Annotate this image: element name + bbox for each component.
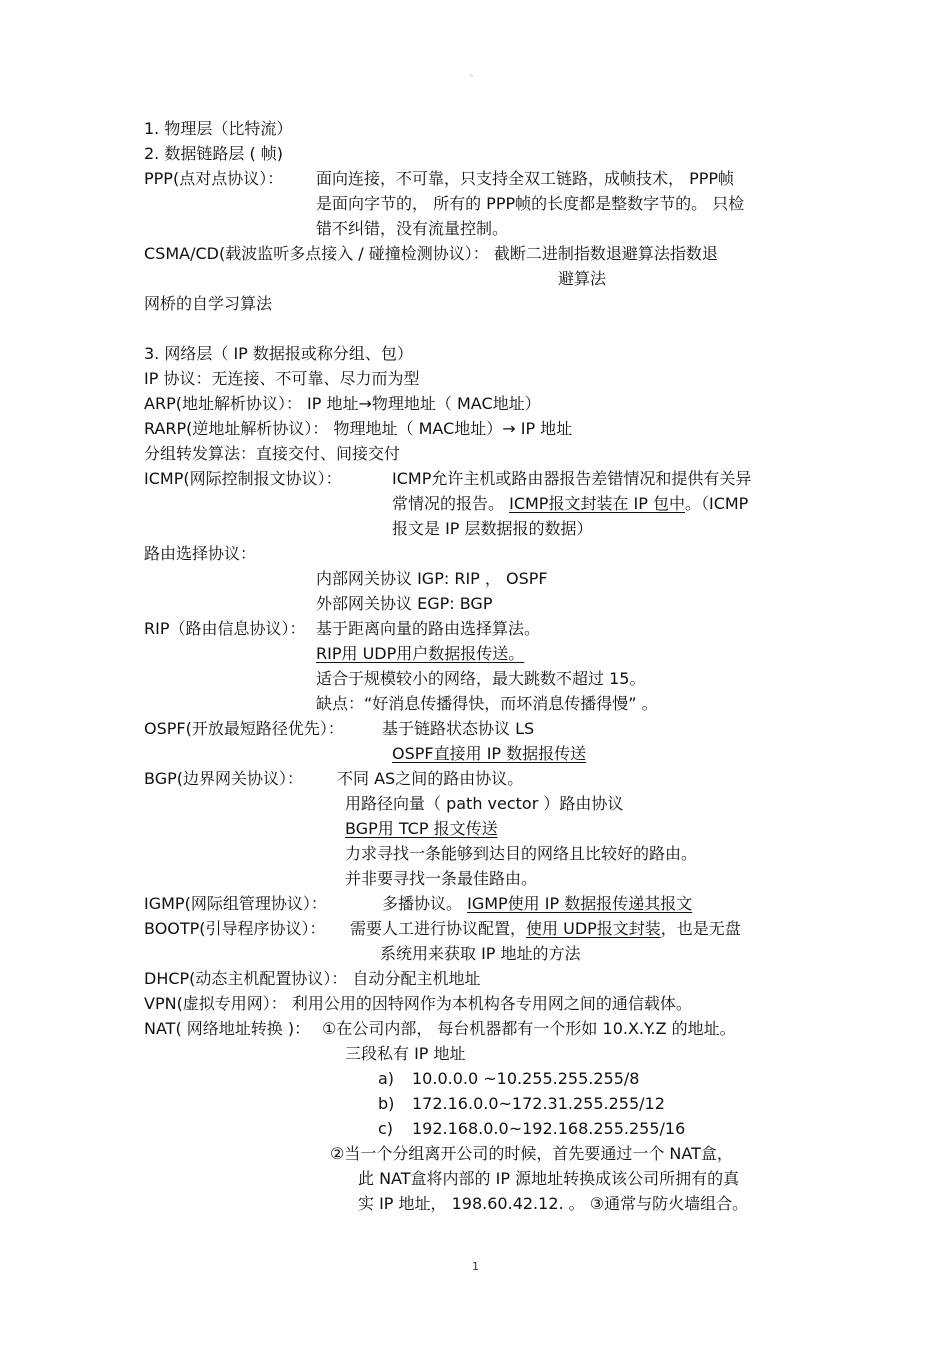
icmp-line-2-tail: 。（ICMP — [684, 494, 749, 513]
nat-line-1: ①在公司内部， 每台机器都有一个形如 10.X.Y.Z 的地址。 — [322, 1019, 736, 1038]
page-number: 1 — [472, 1260, 479, 1273]
rip-line-4: 缺点：“好消息传播得快，而坏消息传播得慢” 。 — [316, 694, 658, 713]
nat-line-3: ②当一个分组离开公司的时候，首先要通过一个 NAT盒， — [330, 1144, 733, 1163]
icmp-label: ICMP(网际控制报文协议）： — [144, 469, 342, 488]
arp-protocol: ARP(地址解析协议）： IP 地址→物理地址（ MAC地址） — [144, 394, 541, 413]
ip-protocol: IP 协议：无连接、不可靠、尽力而为型 — [144, 369, 420, 388]
nat-range-marker: c) — [378, 1119, 394, 1138]
bgp-label: BGP(边界网关协议）： — [144, 769, 303, 788]
nat-range-marker: a) — [378, 1069, 395, 1088]
ospf-line-1: 基于链路状态协议 LS — [382, 719, 535, 738]
icmp-line-2 — [392, 493, 748, 515]
nat-line-2: 三段私有 IP 地址 — [345, 1044, 466, 1063]
icmp-line-2-text: 常情况的报告。 — [392, 494, 510, 513]
bootp-underlined-text: 使用 UDP报文封装 — [526, 919, 661, 938]
nat-range-text: 10.0.0.0 ~10.255.255.255/8 — [412, 1069, 640, 1088]
section-data-link-layer: 2. 数据链路层 ( 帧) — [144, 144, 284, 163]
igmp-text: 多播协议。 — [382, 894, 468, 913]
bgp-line-3: BGP用 TCP 报文传送 — [345, 819, 498, 838]
nat-label: NAT( 网络地址转换 )： — [144, 1019, 311, 1038]
csma-line-2: 避算法 — [558, 269, 607, 288]
ospf-label: OSPF(开放最短路径优先）： — [144, 719, 344, 738]
igp-line: 内部网关协议 IGP: RIP ， OSPF — [316, 569, 548, 588]
egp-line: 外部网关协议 EGP: BGP — [316, 594, 493, 613]
igmp-line — [382, 893, 692, 915]
bootp-label: BOOTP(引导程序协议）： — [144, 919, 326, 938]
bootp-line-1 — [350, 918, 741, 940]
bootp-text: 需要人工进行协议配置， — [350, 919, 527, 938]
rip-line-3: 适合于规模较小的网络，最大跳数不超过 15。 — [316, 669, 646, 688]
bgp-line-5: 并非要寻找一条最佳路由。 — [345, 869, 538, 888]
routing-protocols-title: 路由选择协议： — [144, 544, 257, 563]
icmp-line-1: ICMP允许主机或路由器报告差错情况和提供有关异 — [392, 469, 752, 488]
ospf-line-2: OSPF直接用 IP 数据报传送 — [392, 744, 587, 763]
rarp-protocol: RARP(逆地址解析协议）： 物理地址（ MAC地址）→ IP 地址 — [144, 419, 573, 438]
bgp-line-2: 用路径向量（ path vector ）路由协议 — [345, 794, 624, 813]
ppp-line-2: 是面向字节的， 所有的 PPP帧的长度都是整数字节的。 只检 — [316, 194, 745, 213]
icmp-line-3: 报文是 IP 层数据报的数据） — [392, 519, 593, 538]
ppp-line-1: 面向连接，不可靠，只支持全双工链路，成帧技术， PPP帧 — [316, 169, 735, 188]
csma-line-1: CSMA/CD(载波监听多点接入 / 碰撞检测协议）： 截断二进制指数退避算法指数退 — [144, 244, 718, 263]
bgp-line-1: 不同 AS之间的路由协议。 — [337, 769, 524, 788]
rip-line-1: 基于距离向量的路由选择算法。 — [316, 619, 541, 638]
ppp-label: PPP(点对点协议）： — [144, 169, 284, 188]
dhcp-protocol: DHCP(动态主机配置协议）： 自动分配主机地址 — [144, 969, 481, 988]
bridge-self-learning: 网桥的自学习算法 — [144, 294, 273, 313]
nat-range-marker: b) — [378, 1094, 395, 1113]
section-network-layer: 3. 网络层（ IP 数据报或称分组、包） — [144, 344, 413, 363]
nat-line-5: 实 IP 地址， 198.60.42.12. 。 ③通常与防火墙组合。 — [358, 1194, 749, 1213]
bgp-line-4: 力求寻找一条能够到达目的网络且比较好的路由。 — [345, 844, 698, 863]
header-mark: 。 — [470, 69, 478, 78]
nat-range-text: 172.16.0.0~172.31.255.255/12 — [412, 1094, 665, 1113]
igmp-label: IGMP(网际组管理协议）： — [144, 894, 327, 913]
rip-line-2: RIP用 UDP用户数据报传送。 — [316, 644, 525, 663]
vpn-line: VPN(虚拟专用网）： 利用公用的因特网作为本机构各专用网之间的通信载体。 — [144, 994, 692, 1013]
rip-label: RIP（路由信息协议）： — [144, 619, 306, 638]
section-physical-layer: 1. 物理层（比特流） — [144, 119, 293, 138]
icmp-underlined-text: ICMP报文封装在 IP 包中 — [509, 494, 685, 513]
bootp-line-2: 系统用来获取 IP 地址的方法 — [380, 944, 581, 963]
ppp-line-3: 错不纠错，没有流量控制。 — [316, 219, 509, 238]
nat-line-4: 此 NAT盒将内部的 IP 源地址转换成该公司所拥有的真 — [358, 1169, 740, 1188]
bootp-text-tail: ，也是无盘 — [660, 919, 741, 938]
nat-range-text: 192.168.0.0~192.168.255.255/16 — [412, 1119, 686, 1138]
igmp-underlined-text: IGMP使用 IP 数据报传递其报文 — [467, 894, 693, 913]
forwarding-algorithm: 分组转发算法：直接交付、间接交付 — [144, 444, 401, 463]
